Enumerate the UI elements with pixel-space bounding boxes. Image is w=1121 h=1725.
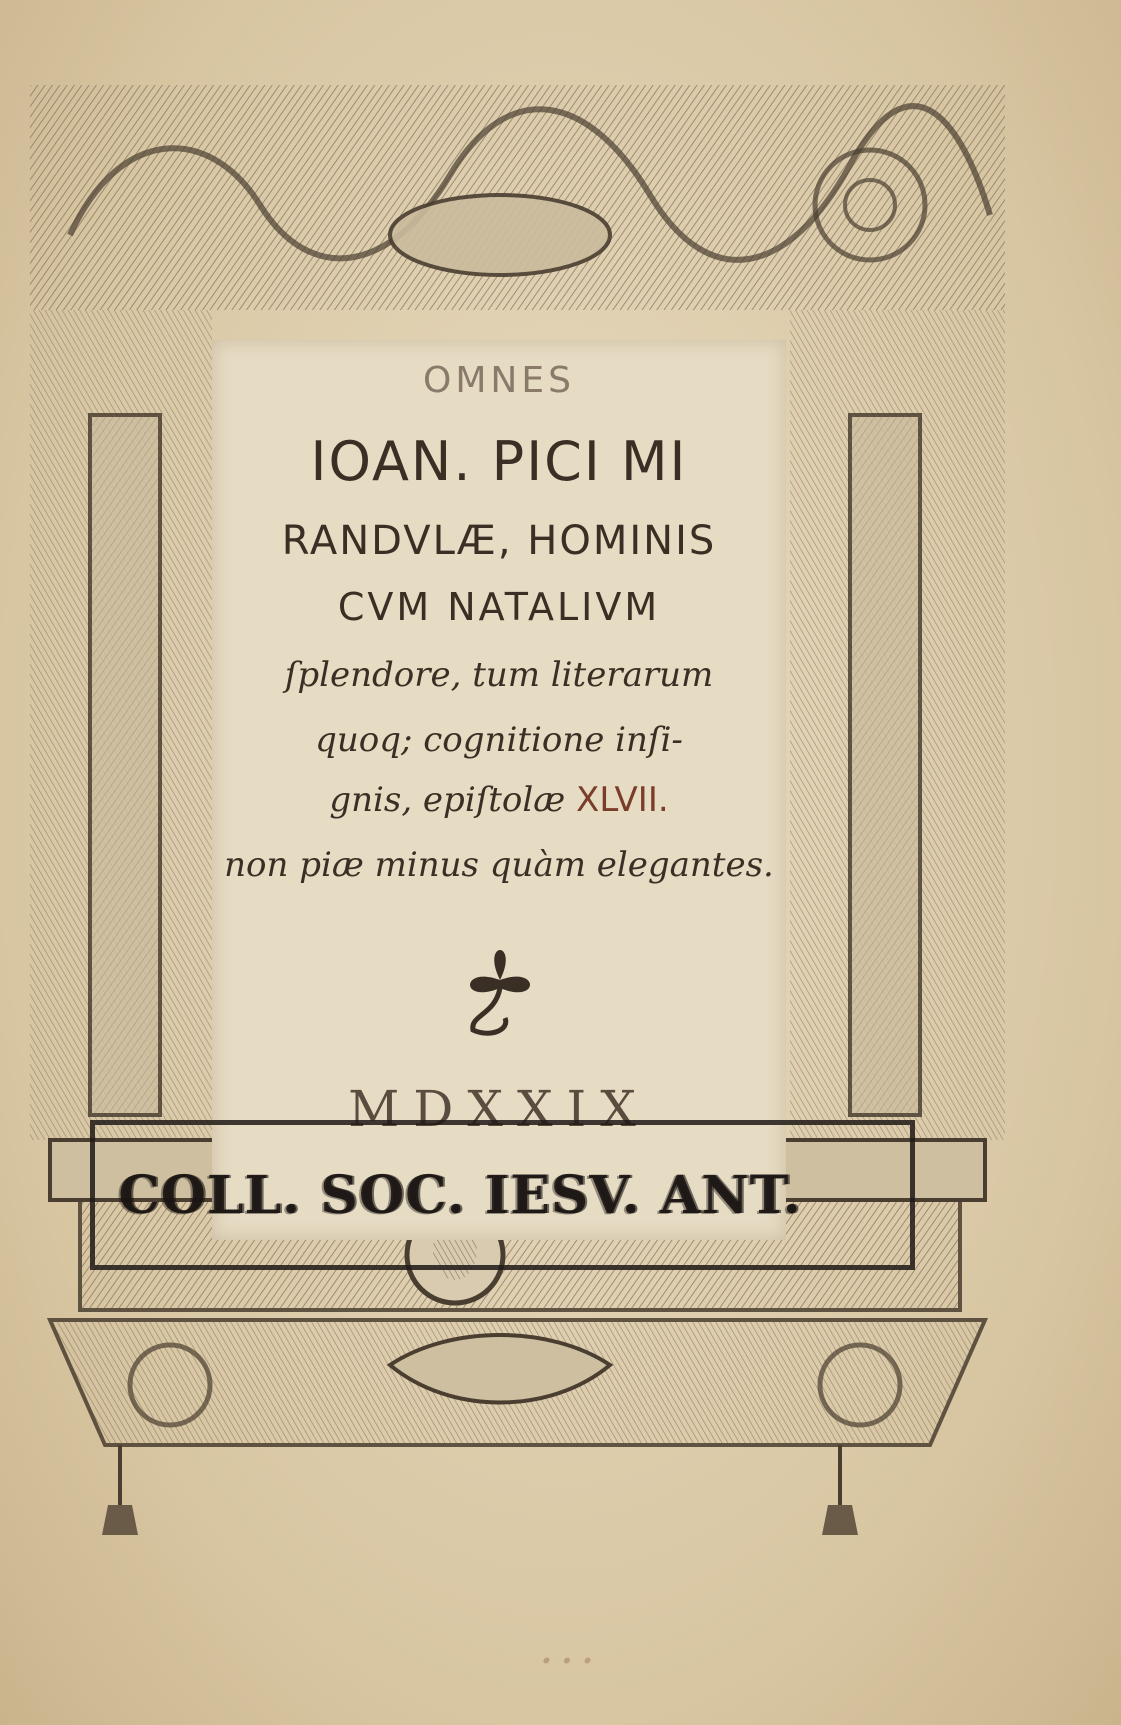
- handwritten-inscription: ...: [539, 1620, 601, 1674]
- title-line-author-cont: RANDVLÆ, HOMINIS: [281, 518, 717, 564]
- epistolae-text: gnis, epiſtolæ: [329, 780, 577, 820]
- imprint-date: MDXXIX: [348, 1080, 650, 1138]
- ownership-stamp-text: COLL. SOC. IESV. ANT.: [118, 1165, 802, 1226]
- fleuron-ornament-icon: [445, 930, 555, 1040]
- title-line-natalium: CVM NATALIVM: [337, 585, 661, 629]
- title-line-cognitione: quoq; cognitione inſi-: [315, 720, 683, 760]
- title-line-elegantes: non piæ minus quàm elegantes.: [224, 845, 774, 885]
- title-line-epistolae: [212, 780, 786, 820]
- title-line-author: IOAN. PICI MI: [310, 430, 688, 493]
- title-line-omnes: OMNES: [423, 360, 575, 401]
- title-line-splendore: ſplendore, tum literarum: [284, 655, 714, 695]
- epistolae-count: XLVII.: [576, 780, 669, 820]
